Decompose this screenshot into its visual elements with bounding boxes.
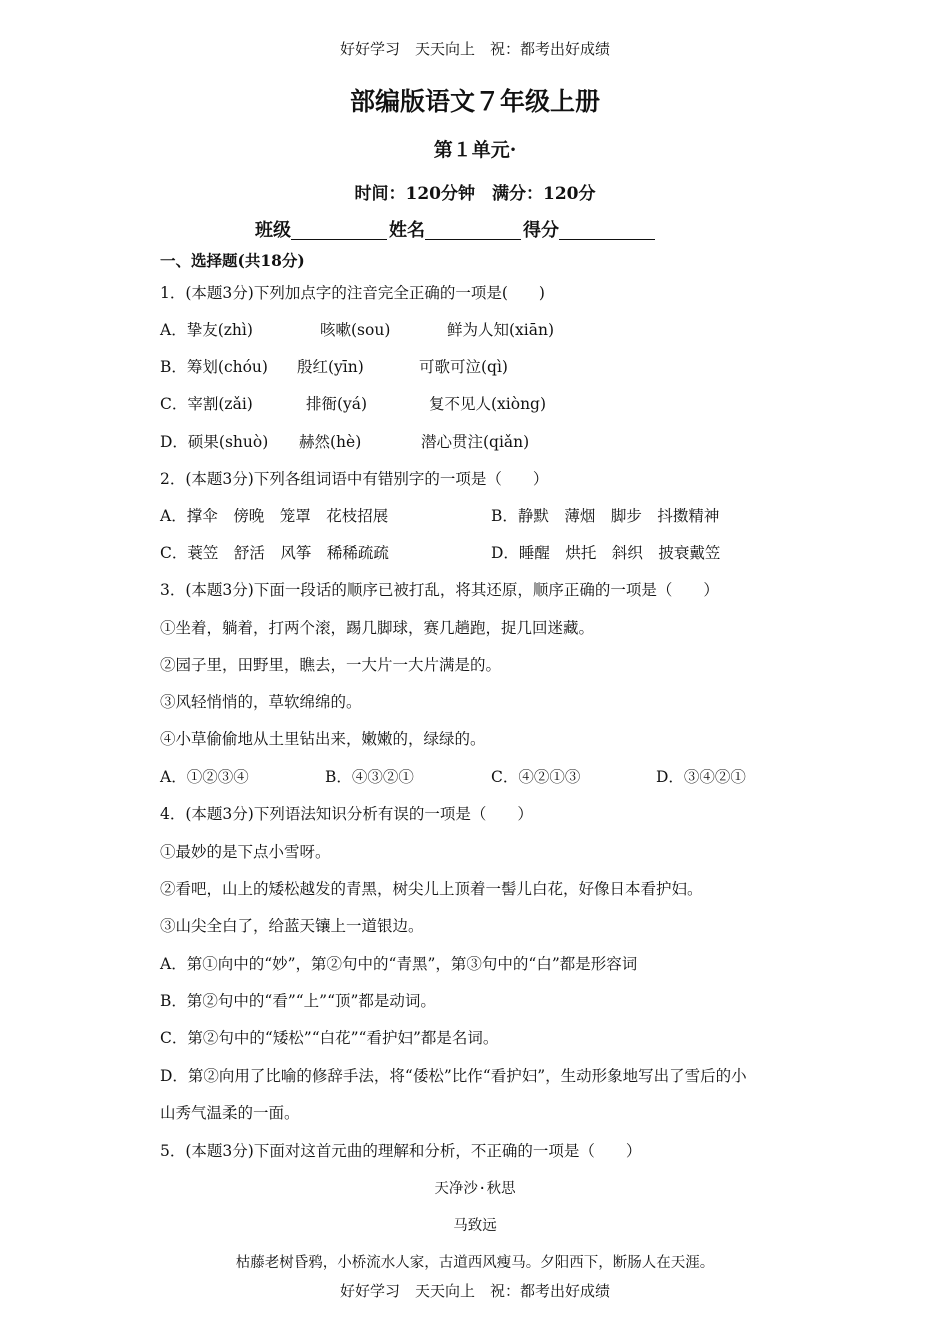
poem-title: 天净沙·秋思: [434, 1181, 516, 1197]
q4-option-b: B．第②句中的“看”“上”“顶”都是动词。: [160, 992, 436, 1010]
unit-title: 第１单元·: [433, 139, 517, 161]
q1-stem: 1．(本题3分)下列加点字的注音完全正确的一项是( ): [160, 284, 545, 302]
q2-option-d: D．睡醒 烘托 斜织 披衰戴笠: [491, 544, 721, 562]
poem-author: 马致远: [453, 1218, 497, 1234]
q4-line-1: ①最妙的是下点小雪呀。: [160, 843, 331, 861]
q3-line-3: ③风轻悄悄的，草软绵绵的。: [160, 693, 362, 711]
q3-option-b: B．④③②①: [325, 768, 414, 786]
q1-a-3: 鲜为人知(xiān): [447, 321, 555, 339]
q3-line-2: ②园子里，田野里，瞧去，一大片一大片满是的。: [160, 656, 502, 674]
name-blank[interactable]: [425, 221, 521, 240]
q4-stem: 4．(本题3分)下列语法知识分析有误的一项是（ ）: [160, 805, 533, 823]
q1-option-b: [160, 355, 508, 377]
q3-option-c: C．④②①③: [491, 768, 581, 786]
q1-option-d: [160, 430, 530, 452]
q1-d-1: D．硕果(shuò): [160, 433, 269, 451]
poem-text: 枯藤老树昏鸦，小桥流水人家，古道西风瘦马。夕阳西下，断肠人在天涯。: [235, 1255, 715, 1271]
q2-option-c: C．蓑笠 舒活 风筝 稀稀疏疏: [160, 544, 389, 562]
q1-d-3: 潜心贯注(qiǎn): [421, 433, 530, 451]
q1-a-1: A．挚友(zhì): [160, 321, 253, 339]
q3-option-a: A．①②③④: [160, 768, 249, 786]
class-blank[interactable]: [291, 221, 387, 240]
q2-stem: 2．(本题3分)下列各组词语中有错别字的一项是（ ）: [160, 470, 549, 488]
q1-b-2: 殷红(yīn): [297, 358, 364, 376]
q4-option-c: C．第②句中的“矮松”“白花”“看护妇”都是名词。: [160, 1029, 499, 1047]
q1-a-2: 咳嗽(sou): [320, 321, 391, 339]
class-label: 班级: [255, 220, 291, 241]
q1-b-3: 可歌可泣(qì): [419, 358, 508, 376]
page-header: 好好学习 天天向上 祝：都考出好成绩: [339, 40, 610, 58]
q2-option-a: A．撑伞 傍晚 笼罩 花枝招展: [160, 507, 389, 525]
q1-c-3: 复不见人(xiòng): [429, 395, 547, 413]
q4-option-d-cont: 山秀气温柔的一面。: [160, 1104, 300, 1122]
q5-stem: 5．(本题3分)下面对这首元曲的理解和分析，不正确的一项是（ ）: [160, 1142, 642, 1160]
q4-line-2: ②看吧，山上的矮松越发的青黑，树尖儿上顶着一髻儿白花，好像日本看护妇。: [160, 880, 703, 898]
q1-d-2: 赫然(hè): [299, 433, 362, 451]
q3-line-1: ①坐着，躺着，打两个滚，踢几脚球，赛几趟跑，捉几回迷藏。: [160, 619, 595, 637]
q3-line-4: ④小草偷偷地从土里钻出来，嫩嫩的，绿绿的。: [160, 730, 486, 748]
section-heading: 一、选择题(共18分): [160, 251, 305, 270]
q1-option-c: [160, 392, 547, 414]
score-label: 得分: [523, 220, 559, 241]
q1-c-1: C．宰割(zǎi): [160, 395, 253, 413]
q1-b-1: B．筹划(chóu): [160, 358, 268, 376]
score-blank[interactable]: [559, 221, 655, 240]
document-title: 部编版语文７年级上册: [349, 87, 600, 116]
q2-option-b: B．静默 薄烟 脚步 抖擞精神: [491, 507, 720, 525]
q4-option-a: A．第①向中的“妙”，第②句中的“青黑”，第③句中的“白”都是形容词: [160, 955, 638, 973]
q3-stem: 3．(本题3分)下面一段话的顺序已被打乱，将其还原，顺序正确的一项是（ ）: [160, 581, 719, 599]
q1-option-a: [160, 318, 555, 340]
q1-c-2: 排衙(yá): [306, 395, 368, 413]
q4-line-3: ③山尖全白了，给蓝天镶上一道银边。: [160, 917, 424, 935]
time-score-line: 时间：120分钟 满分：120分: [354, 184, 596, 204]
q3-option-d: D．③④②①: [656, 768, 746, 786]
student-info-line: [255, 216, 657, 242]
page-footer: 好好学习 天天向上 祝：都考出好成绩: [339, 1282, 610, 1300]
q4-option-d: D．第②向用了比喻的修辞手法，将“倭松”比作“看护妇”，生动形象地写出了雪后的小: [160, 1067, 747, 1085]
name-label: 姓名: [389, 220, 425, 241]
